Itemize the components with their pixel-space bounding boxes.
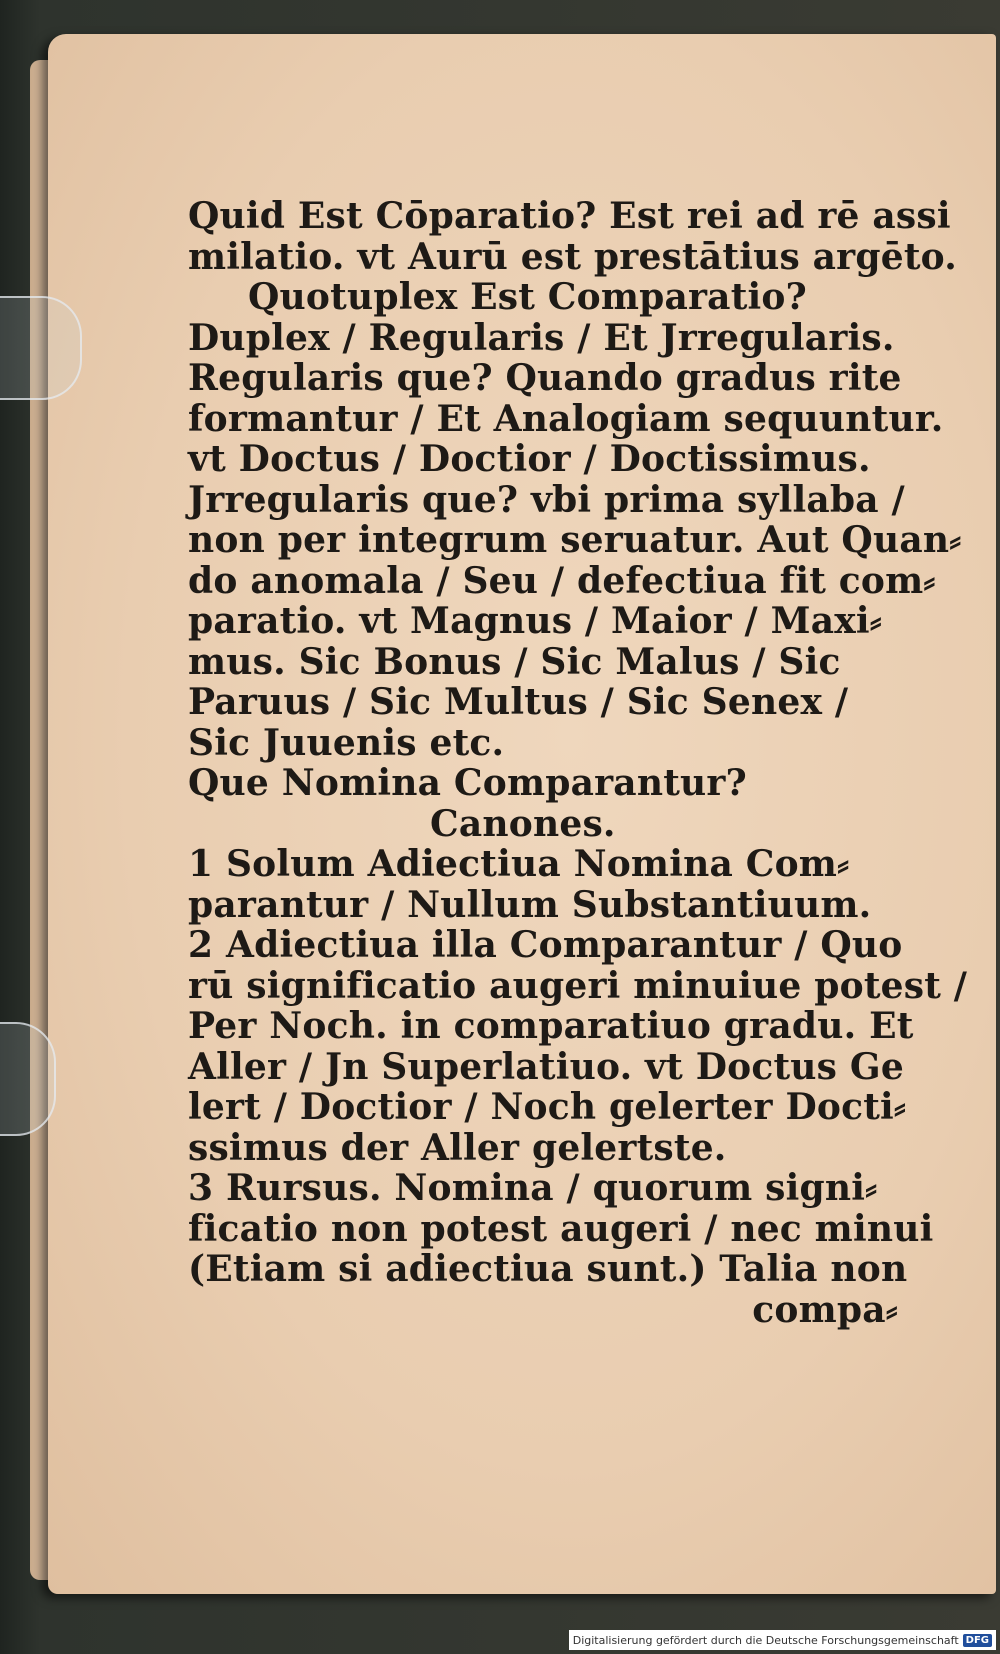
text-line: Jrregularis que? vbi prima syllaba / xyxy=(188,478,905,521)
page-clip-top xyxy=(0,296,82,400)
text-line: mus. Sic Bonus / Sic Malus / Sic xyxy=(188,640,841,683)
text-line: vt Doctus / Doctior / Doctissimus. xyxy=(188,438,871,480)
text-line: rū significatio augeri minuiue potest / xyxy=(188,964,968,1007)
text-line: Aller / Jn Superlatiuo. vt Doctus Ge xyxy=(188,1045,904,1088)
text-line: 2 Adiectiua illa Comparantur / Quo xyxy=(188,924,903,966)
text-line: (Etiam si adiectiua sunt.) Talia non xyxy=(188,1248,908,1290)
text-line: lert / Doctior / Noch gelerter Docti⸗ xyxy=(188,1086,907,1128)
text-line: Quotuplex Est Comparatio? xyxy=(248,276,807,318)
text-line: 3 Rursus. Nomina / quorum signi⸗ xyxy=(188,1167,878,1209)
text-line: formantur / Et Analogiam sequuntur. xyxy=(188,397,944,440)
section-heading: Que Nomina Comparantur? xyxy=(188,762,747,804)
catchword: compa⸗ xyxy=(752,1288,898,1331)
text-line: non per integrum seruatur. Aut Quan⸗ xyxy=(188,519,962,561)
text-line: ssimus der Aller gelertste. xyxy=(188,1126,727,1169)
text-line: 1 Solum Adiectiua Nomina Com⸗ xyxy=(188,843,850,885)
text-line: Quid Est Cōparatio? Est rei ad rē assi xyxy=(188,195,951,237)
text-line: Paruus / Sic Multus / Sic Senex / xyxy=(188,681,849,723)
text-line: parantur / Nullum Substantiuum. xyxy=(188,883,872,926)
page-text xyxy=(188,195,968,1331)
text-line: milatio. vt Aurū est prestātius argēto. xyxy=(188,235,957,278)
text-line: paratio. vt Magnus / Maior / Maxi⸗ xyxy=(188,600,882,642)
text-line: Regularis que? Quando gradus rite xyxy=(188,357,902,399)
text-line: Duplex / Regularis / Et Jrregularis. xyxy=(188,316,895,359)
canones-heading: Canones. xyxy=(430,802,616,845)
footer-text: Digitalisierung gefördert durch die Deutsche Forschungsgemeinschaft xyxy=(572,1633,959,1647)
dfg-logo: DFG xyxy=(963,1634,992,1647)
text-line: Sic Juuenis etc. xyxy=(188,721,505,764)
text-line: Per Noch. in comparatiuo gradu. Et xyxy=(188,1005,914,1047)
text-line: ficatio non potest augeri / nec minui xyxy=(188,1207,934,1250)
text-line: do anomala / Seu / defectiua fit com⸗ xyxy=(188,559,936,602)
digitization-footer xyxy=(569,1630,996,1650)
page-clip-bottom xyxy=(0,1022,56,1136)
